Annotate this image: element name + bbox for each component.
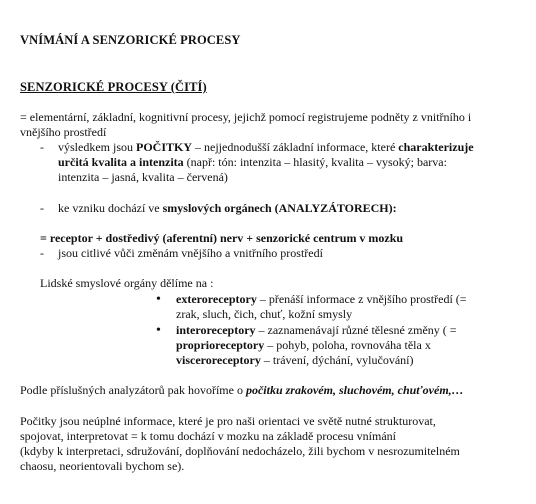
- section-heading: SENZORICKÉ PROCESY (ČITÍ): [20, 80, 207, 94]
- list-item-line: intenzita – jasná, kvalita – červená): [58, 170, 228, 184]
- text-span: (např: tón: intenzita – hlasitý, kvalita – vysoký; barva:: [183, 155, 447, 169]
- formula-line: = receptor + dostředivý (aferentní) nerv + senzorické centrum v mozku: [40, 231, 404, 245]
- term-kvalita-intenzita: určitá kvalita a intenzita: [58, 155, 184, 169]
- term-pocitky: POČITKY: [136, 140, 193, 154]
- bullet-line: [176, 292, 516, 307]
- closing-line-2: spojovat, interpretovat = k tomu dochází v mozku na základě procesu vnímání: [20, 429, 396, 443]
- closing-line-4: chaosu, neorientovali bychom se).: [20, 459, 185, 473]
- closing-paragraph: [20, 414, 525, 474]
- term-smyslove-organy: smyslových orgánech (ANALYZÁTORECH):: [162, 201, 397, 215]
- text-span: výsledkem jsou: [58, 140, 136, 154]
- list-item-line: jsou citlivé vůči změnám vnějšího a vnitřního prostředí: [58, 246, 323, 260]
- text-span: – nejjednodušší základní informace, které: [192, 140, 399, 154]
- closing-line-3: (kdyby k interpretaci, sdružování, doplňování nedocházelo, žili bychom v nesrozumitelném: [20, 444, 460, 458]
- text-span: ke vzniku dochází ve: [58, 201, 163, 215]
- document-title: VNÍMÁNÍ A SENZORICKÉ PROCESY: [20, 33, 241, 47]
- term-interoreceptory: interoreceptory: [176, 323, 256, 337]
- text-span: Podle příslušných analyzátorů pak hovoříme o: [20, 383, 246, 397]
- bullet-line: [176, 353, 516, 368]
- organs-intro: Lidské smyslové orgány dělíme na :: [40, 276, 214, 290]
- bullet-line: [176, 323, 516, 338]
- bullet-line: [176, 338, 516, 353]
- dash-marker: -: [40, 140, 44, 154]
- definition-paragraph: [20, 110, 525, 140]
- term-visceroreceptory: visceroreceptory: [176, 353, 261, 367]
- text-span: – zaznamenávají různé tělesné změny ( =: [255, 323, 457, 337]
- term-pocitky-types: počitku zrakovém, sluchovém, chuťovém,…: [245, 383, 464, 397]
- list-item-line: [58, 140, 518, 155]
- term-exteroreceptory: exteroreceptory: [176, 292, 257, 306]
- dash-marker: -: [40, 246, 44, 260]
- definition-line-2: vnějšího prostředí: [20, 125, 107, 139]
- term-proprioreceptory: proprioreceptory: [176, 338, 265, 352]
- dash-marker: -: [40, 201, 44, 215]
- bullet-icon: •: [156, 292, 161, 307]
- text-span: – přenáší informace z vnějšího prostředí (=: [256, 292, 467, 306]
- bullet-line: zrak, sluch, čich, chuť, kožní smysly: [176, 307, 353, 321]
- bullet-icon: •: [156, 323, 161, 338]
- term-charakterizuje: charakterizuje: [398, 140, 474, 154]
- closing-line-1: Počitky jsou neúplné informace, které je pro naši orientaci ve světě nutné strukturovat,: [20, 414, 436, 428]
- text-span: – trávení, dýchání, vylučování): [260, 353, 414, 367]
- analyzers-paragraph: [20, 383, 525, 398]
- text-span: – pohyb, poloha, rovnováha těla x: [264, 338, 431, 352]
- list-item-line: [58, 155, 518, 170]
- definition-line-1: = elementární, základní, kognitivní procesy, jejichž pomocí registrujeme podněty z vnitřního i: [20, 110, 472, 124]
